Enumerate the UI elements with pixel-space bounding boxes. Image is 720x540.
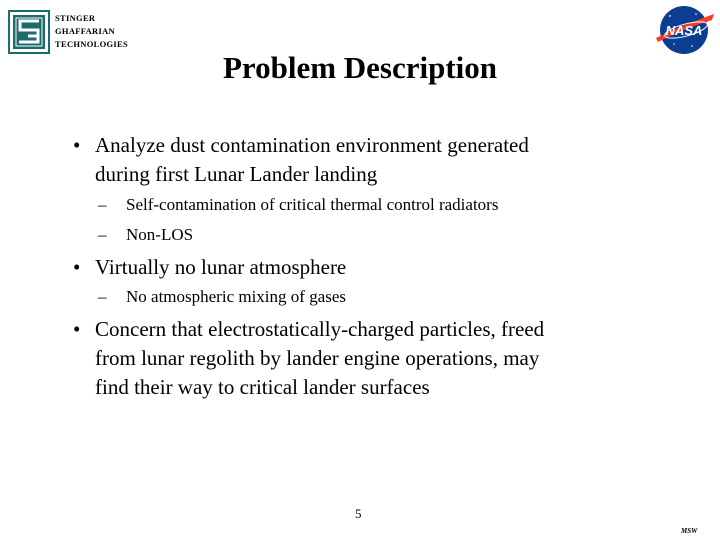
sgt-logo-mark (8, 10, 50, 54)
company-name-line3: TECHNOLOGIES (55, 39, 129, 49)
bullet-line: Virtually no lunar atmosphere (95, 255, 347, 279)
author-initials: MSW (681, 527, 698, 535)
nasa-logo-text: NASA (665, 23, 703, 38)
bullet-icon: • (73, 255, 81, 279)
bullet-item (73, 315, 655, 402)
sub-bullet-text: No atmospheric mixing of gases (126, 287, 347, 306)
bullet-icon: • (73, 133, 81, 157)
company-name-line1: STINGER (55, 13, 96, 23)
company-name (55, 12, 128, 51)
page-number: 5 (355, 506, 362, 521)
sub-bullet-item (98, 194, 499, 216)
sub-bullet-item (98, 224, 194, 246)
bullet-line: during first Lunar Lander landing (95, 162, 378, 186)
dash-icon: – (98, 225, 107, 244)
sub-bullet-text: Self-contamination of critical thermal control radiators (126, 195, 499, 214)
sub-bullet-item (98, 286, 347, 308)
company-name-line2: GHAFFARIAN (55, 26, 115, 36)
bullet-line: Analyze dust contamination environment generated (95, 133, 529, 157)
bullet-line: from lunar regolith by lander engine operations, may (95, 346, 540, 370)
slide-title-text: Problem Description (222, 50, 498, 85)
slide-title (0, 50, 720, 86)
bullet-icon: • (73, 317, 81, 341)
dash-icon: – (98, 195, 107, 214)
nasa-logo (652, 2, 716, 56)
sub-bullet-text: Non-LOS (126, 225, 194, 244)
bullet-line: Concern that electrostatically-charged particles, freed (95, 317, 545, 341)
bullet-item (73, 131, 655, 189)
bullet-item (73, 253, 655, 282)
bullet-line: find their way to critical lander surfaces (95, 375, 430, 399)
dash-icon: – (98, 287, 107, 306)
